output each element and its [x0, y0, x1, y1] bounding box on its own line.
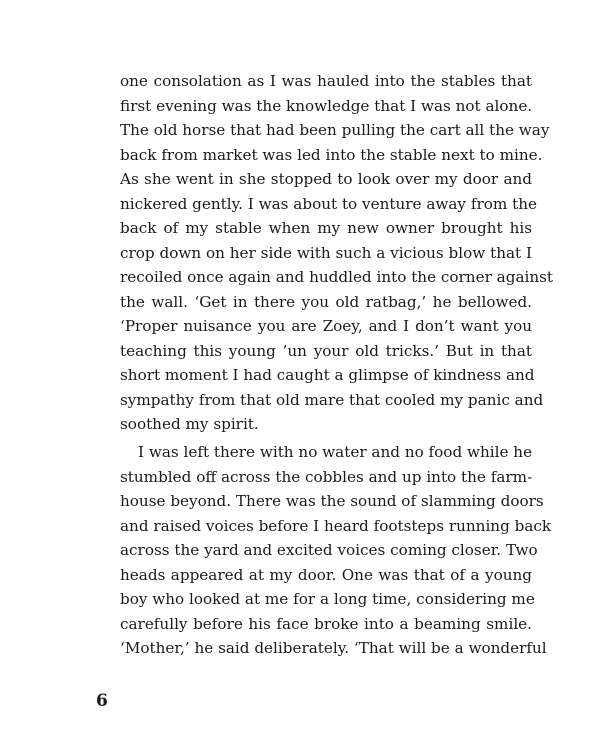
text-line: boy who looked at me for a long time, considering me — [120, 590, 535, 608]
text-line: house beyond. There was the sound of slamming doors — [120, 492, 544, 510]
text-line: soothed my spirit. — [120, 415, 259, 433]
text-line: short moment I had caught a glimpse of kindness and — [120, 366, 535, 384]
text-line: teaching this young ’un your old tricks.’ But in that — [120, 341, 532, 360]
text-line: recoiled once again and huddled into the corner against — [120, 268, 554, 286]
text-line: back from market was led into the stable next to mine. — [120, 145, 543, 164]
text-line: heads appeared at my door. One was that of a young — [120, 565, 532, 584]
page-number: 6 — [96, 691, 108, 711]
text-line: first evening was the knowledge that I was not alone. — [120, 96, 533, 115]
text-line: crop down on her side with such a vicious blow that I — [120, 243, 532, 262]
text-line: nickered gently. I was about to venture away from the — [120, 194, 537, 213]
text-line: As she went in she stopped to look over my door and — [120, 170, 532, 188]
text-line: ‘Mother,’ he said deliberately. ‘That will be a wonderful — [120, 639, 547, 657]
text-line: I was left there with no water and no food while he — [138, 443, 533, 461]
text-line: carefully before his face broke into a beaming smile. — [120, 614, 532, 633]
text-line: back of my stable when my new owner brought his — [120, 219, 532, 237]
text-line: The old horse that had been pulling the cart all the way — [120, 121, 550, 139]
text-line: and raised voices before I heard footsteps running back — [120, 516, 552, 535]
text-line: one consolation as I was hauled into the stables that — [120, 72, 532, 90]
text-line: the wall. ‘Get in there you old ratbag,’ he bellowed. — [120, 292, 532, 311]
text-line: ‘Proper nuisance you are Zoey, and I don’t want you — [120, 317, 532, 335]
text-line: across the yard and excited voices coming closer. Two — [120, 541, 538, 559]
text-line: stumbled off across the cobbles and up into the farm- — [120, 467, 533, 486]
text-line: sympathy from that old mare that cooled my panic and — [120, 390, 544, 409]
